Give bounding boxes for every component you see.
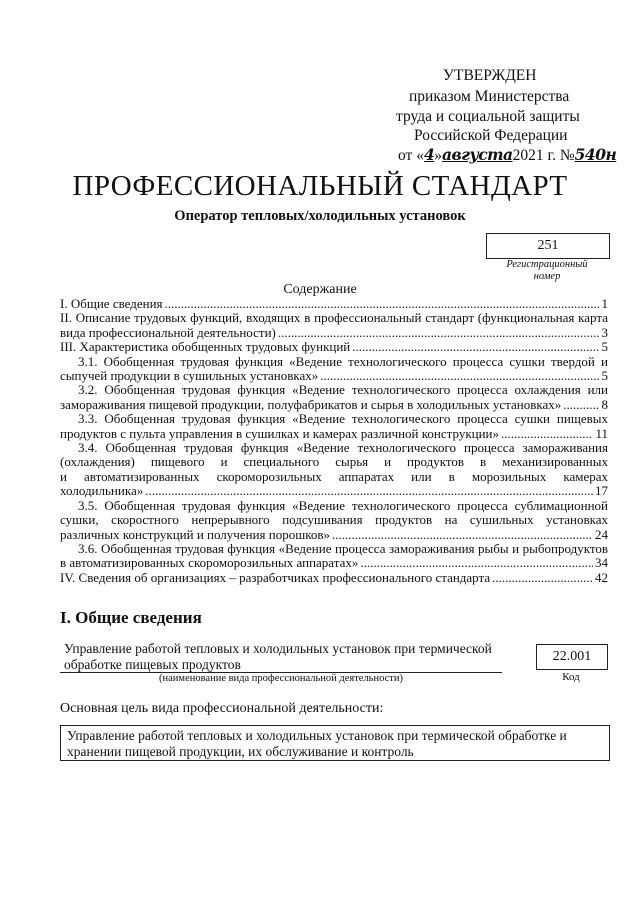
- toc-leader-dots: [278, 326, 600, 340]
- toc-item[interactable]: [60, 499, 608, 542]
- registration-caption: [486, 259, 608, 283]
- toc-item[interactable]: [60, 571, 608, 585]
- toc-page-number: 1: [601, 296, 608, 311]
- toc-page-number: 42: [595, 569, 608, 585]
- activity-caption: (наименование вида профессиональной деятельности): [159, 673, 403, 684]
- approval-country: Российской Федерации: [414, 127, 568, 144]
- approval-order: приказом Министерства: [409, 88, 570, 105]
- date-mid: »: [434, 147, 442, 164]
- toc-page-number: 8: [601, 396, 608, 412]
- document-subtitle: Оператор тепловых/холодильных установок: [174, 208, 466, 224]
- toc-heading: Содержание: [283, 282, 357, 297]
- toc-item-text: сыпучей продукции в сушильных установках»: [60, 368, 319, 384]
- goal-line1: Управление работой тепловых и холодильных установок при термической обработке и: [67, 728, 567, 743]
- document-title: ПРОФЕССИОНАЛЬНЫЙ СТАНДАРТ: [72, 170, 568, 202]
- toc-page-number: 34: [595, 555, 608, 571]
- toc-page-number: 5: [601, 368, 608, 384]
- toc-item-text: различных конструкций и получения порошков»: [60, 526, 331, 542]
- date-day: 4: [423, 145, 435, 164]
- toc-item[interactable]: [60, 340, 608, 354]
- date-year: 2021 г. №: [512, 147, 575, 164]
- activity-name: [64, 641, 504, 673]
- toc-page-number: 3: [601, 324, 608, 340]
- toc-item-text: III. Характеристика обобщенных трудовых функций: [60, 339, 351, 355]
- toc-item[interactable]: [60, 383, 608, 412]
- table-of-contents: [60, 297, 608, 585]
- registration-number-box: 251: [486, 233, 610, 259]
- toc-page-number: 11: [595, 425, 608, 441]
- toc-item-text: IV. Сведения об организациях – разработчиках профессионального стандарта: [60, 569, 491, 585]
- toc-item-text: II. Описание трудовых функций, входящих в профессиональный стандарт (функциональная карта: [60, 310, 608, 326]
- toc-item-text: 3.5. Обобщенная трудовая функция «Ведение технологического процесса сублимационной: [78, 497, 608, 513]
- toc-page-number: 5: [601, 339, 608, 355]
- toc-item[interactable]: [60, 441, 608, 499]
- toc-item-text: холодильника»: [60, 483, 144, 499]
- activity-line1: Управление работой тепловых и холодильных установок при термической: [64, 641, 492, 656]
- activity-line2: обработке пищевых продуктов: [64, 657, 241, 672]
- toc-leader-dots: [501, 427, 593, 441]
- goal-label: Основная цель вида профессиональной деятельности:: [60, 701, 384, 716]
- toc-item[interactable]: [60, 355, 608, 384]
- toc-item[interactable]: [60, 297, 608, 311]
- toc-leader-dots: [145, 484, 593, 498]
- toc-item-text: сушки, скоростного непрерывного подсушивания продуктов на сушильных установках: [60, 512, 608, 528]
- toc-leader-dots: [563, 398, 599, 412]
- toc-page-number: 24: [595, 526, 608, 542]
- toc-leader-dots: [492, 571, 593, 585]
- toc-leader-dots: [165, 297, 600, 311]
- toc-item[interactable]: [60, 412, 608, 441]
- toc-item-text: 3.4. Обобщенная трудовая функция «Ведение технологического процесса замораживания: [78, 440, 608, 456]
- toc-page-number: 17: [595, 483, 608, 499]
- toc-item-text: 3.3. Обобщенная трудовая функция «Ведение технологического процесса сушки пищевых: [78, 411, 608, 427]
- approval-ministry: труда и социальной защиты: [396, 108, 580, 125]
- registration-caption-line1: Регистрационный: [506, 259, 588, 270]
- toc-leader-dots: [332, 528, 593, 542]
- toc-item-text: 3.1. Обобщенная трудовая функция «Ведение технологического процесса сушки твердой и: [78, 353, 608, 369]
- toc-item-text: (охлаждения) пищевого и специального сырья и продуктов в механизированных: [60, 454, 608, 470]
- toc-item-text: и автоматизированных скороморозильных аппаратах или в морозильных камерах: [60, 468, 608, 484]
- toc-item[interactable]: [60, 311, 608, 340]
- approval-date-line: [398, 145, 616, 165]
- toc-item-text: 3.6. Обобщенная трудовая функция «Ведение процесса замораживания рыбы и рыбопродуктов: [78, 540, 608, 556]
- activity-code-caption: Код: [562, 671, 580, 683]
- toc-leader-dots: [320, 369, 599, 383]
- toc-item-text: продуктов с пульта управления в сушилках и камерах различной конструкции»: [60, 425, 500, 441]
- toc-item-text: вида профессиональной деятельности): [60, 324, 276, 340]
- goal-line2: хранении пищевой продукции, их обслуживание и контроль: [67, 744, 414, 759]
- section-heading: I. Общие сведения: [60, 608, 202, 627]
- approval-title: УТВЕРЖДЕН: [443, 67, 537, 84]
- toc-item-text: замораживания пищевой продукции, полуфабрикатов и сырья в холодильных установках»: [60, 396, 562, 412]
- toc-leader-dots: [352, 340, 599, 354]
- date-month: августа: [442, 145, 513, 164]
- activity-code-box: 22.001: [536, 644, 608, 670]
- toc-item[interactable]: [60, 542, 608, 571]
- toc-item-text: в автоматизированных скороморозильных аппаратах»: [60, 555, 359, 571]
- registration-caption-line2: номер: [533, 271, 561, 282]
- toc-leader-dots: [360, 556, 593, 570]
- order-number: 540н: [574, 145, 617, 164]
- goal-box: [60, 725, 610, 761]
- date-prefix: от «: [398, 147, 424, 164]
- toc-item-text: I. Общие сведения: [60, 296, 163, 311]
- toc-item-text: 3.2. Обобщенная трудовая функция «Ведение технологического процесса охлаждения или: [78, 382, 608, 398]
